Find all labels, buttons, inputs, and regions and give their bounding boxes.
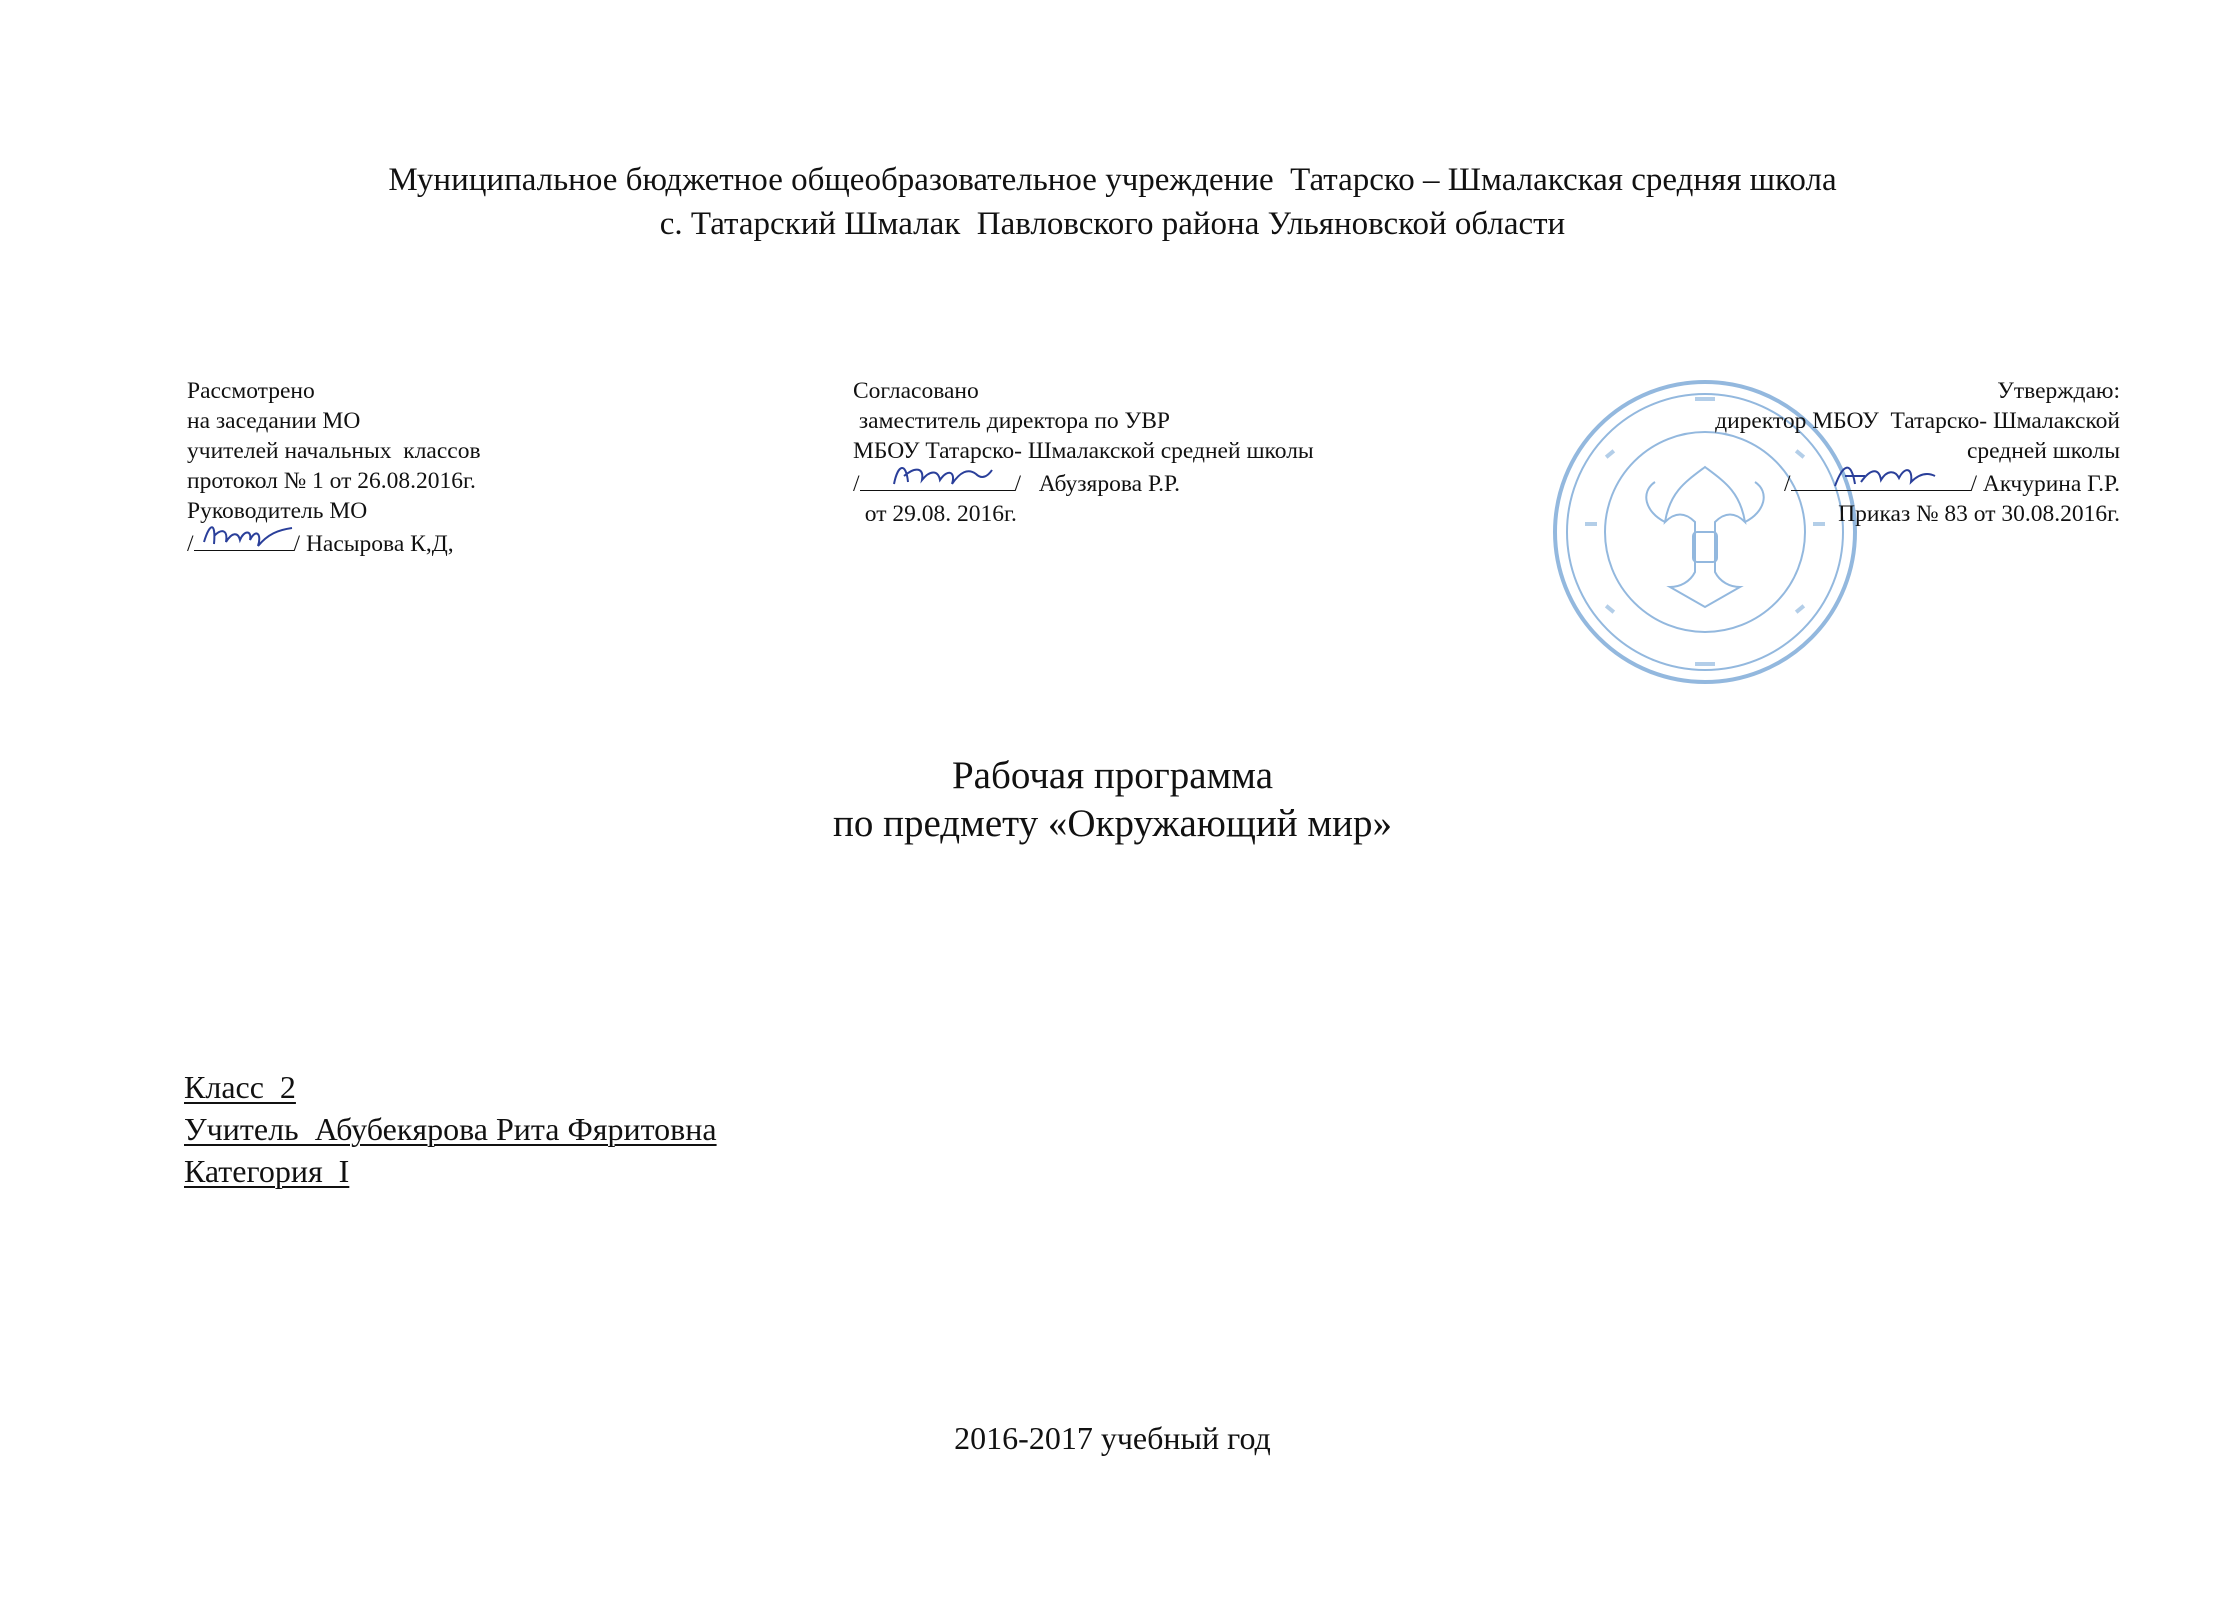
approved-name: Акчурина Г.Р. [1982,471,2120,497]
grade-line [184,1066,717,1108]
reviewed-head: Руководитель МО [187,498,368,524]
teacher-info [184,1066,717,1192]
reviewed-block [187,376,481,559]
category-line [184,1150,717,1192]
school-address: с. Татарский Шмалак Павловского района Ульяновской области [659,206,1566,242]
school-header [0,158,2225,246]
agreed-block [853,376,1314,529]
grade-text: Класс 2 [184,1069,296,1105]
teacher-line [184,1108,717,1150]
approved-order: Приказ № 83 от 30.08.2016г. [1838,501,2120,527]
agreed-date: от 29.08. 2016г. [853,501,1017,527]
document-title [0,752,2225,848]
approved-heading: Утверждаю: [1997,378,2120,404]
teacher-text: Учитель Абубекярова Рита Фяритовна [184,1111,717,1147]
agreed-signature-line: / / Абузярова Р.Р. [853,466,1314,499]
reviewed-meeting: на заседании МО [187,408,361,434]
approved-position: директор МБОУ Татарско- Шмалакской [1715,408,2120,434]
title-main: Рабочая программа [951,754,1274,797]
handwritten-signature [194,526,294,551]
reviewed-teachers: учителей начальных классов [187,438,481,464]
approved-block [1530,376,2120,529]
title-subject: по предмету «Окружающий мир» [833,802,1392,845]
handwritten-signature [860,466,1015,491]
agreed-heading: Согласовано [853,378,979,404]
reviewed-heading: Рассмотрено [187,378,315,404]
agreed-name: Абузярова Р.Р. [1038,471,1180,497]
reviewed-name: Насырова К,Д, [305,531,454,557]
agreed-school: МБОУ Татарско- Шмалакской средней школы [853,438,1314,464]
agreed-position: заместитель директора по УВР [853,408,1170,434]
school-name: Муниципальное бюджетное общеобразовательное учреждение Татарско – Шмалакская средняя школа [388,162,1837,198]
academic-year: 2016-2017 учебный год [954,1420,1271,1456]
approved-signature-line: / / Акчурина Г.Р. [1530,466,2120,499]
reviewed-signature-line: / / Насырова К,Д, [187,526,481,559]
handwritten-signature [1791,466,1971,491]
approved-school: средней школы [1967,438,2120,464]
reviewed-protocol: протокол № 1 от 26.08.2016г. [187,468,476,494]
category-text: Категория I [184,1153,350,1189]
